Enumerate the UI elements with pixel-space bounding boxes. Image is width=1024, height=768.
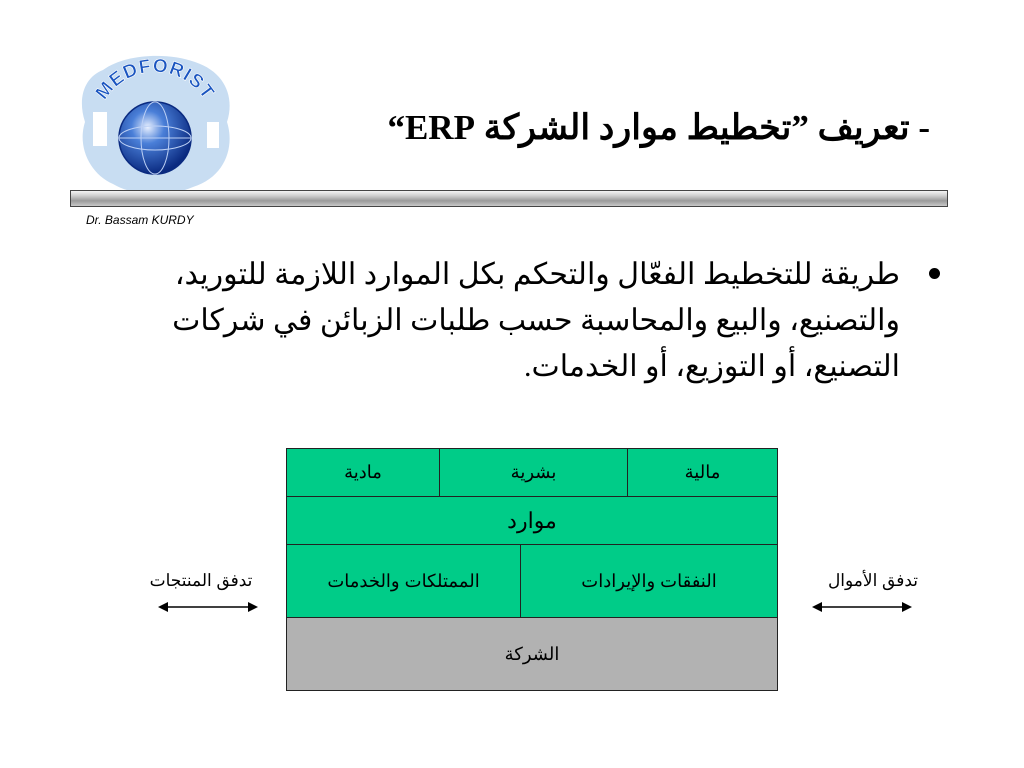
resources-row (287, 497, 777, 545)
cell-material: مادية (287, 449, 439, 497)
definition-text: طريقة للتخطيط الفعّال والتحكم بكل الموارد اللازمة للتوريد، والتصنيع، والبيع والمحاسبة حسب طلبات الزبائن في شركات التصنيع، أو التوزيع، أو الخدمات. (172, 258, 900, 383)
double-arrow-icon (812, 601, 912, 613)
erp-diagram (286, 448, 778, 691)
double-arrow-icon (158, 601, 258, 613)
products-flow-label: تدفق المنتجات (149, 571, 253, 590)
flows-row (287, 545, 777, 618)
company-row (287, 618, 777, 690)
bullet-icon (929, 268, 940, 279)
money-flow-label: تدفق الأموال (827, 571, 919, 590)
resources-types-row (287, 449, 777, 497)
cell-company: الشركة (287, 618, 777, 690)
page-title: - تعريف ”تخطيط موارد الشركة ERP“ (387, 108, 930, 147)
cell-expenses-revenues: النفقات والإيرادات (520, 545, 777, 618)
cell-human: بشرية (439, 449, 627, 497)
definition-bullet (130, 252, 940, 390)
globe-logo-icon (75, 52, 235, 197)
medforist-logo (75, 52, 235, 197)
author-label: Dr. Bassam KURDY (86, 213, 194, 227)
title-divider (70, 190, 948, 207)
logo-text: MEDFORIST (91, 55, 219, 104)
cell-financial: مالية (627, 449, 777, 497)
cell-resources: موارد (287, 497, 777, 545)
cell-assets-services: الممتلكات والخدمات (287, 545, 520, 618)
